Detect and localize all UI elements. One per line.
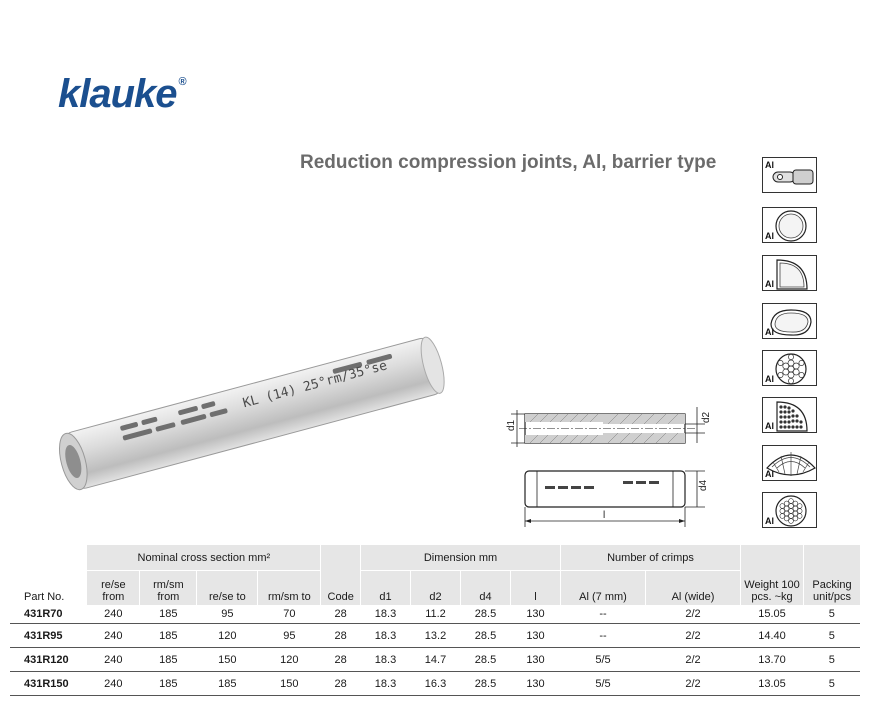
cell-rese-from: 240 — [87, 605, 140, 624]
cell-d2: 13.2 — [411, 624, 461, 648]
cell-part: 431R70 — [10, 605, 87, 624]
cell-d2: 16.3 — [411, 672, 461, 696]
fine-stranded-conductor-icon — [762, 492, 817, 528]
cell-part: 431R120 — [10, 648, 87, 672]
technical-drawing — [495, 395, 725, 535]
col-al-wide: Al (wide) — [646, 571, 741, 606]
round-solid-conductor-icon — [762, 207, 817, 243]
col-packing: Packing unit/pcs — [804, 545, 861, 605]
cell-rmsm-to: 150 — [258, 672, 321, 696]
segmented-sector-conductor-icon — [762, 445, 817, 481]
group-number-of-crimps: Number of crimps — [561, 545, 741, 571]
col-rese-to: re/se to — [197, 571, 258, 606]
cell-code: 28 — [321, 624, 361, 648]
cell-rese-to: 120 — [197, 624, 258, 648]
col-code: Code — [321, 545, 361, 605]
cell-rmsm-from: 185 — [140, 624, 197, 648]
cell-rmsm-to: 120 — [258, 648, 321, 672]
cell-part: 431R95 — [10, 624, 87, 648]
table-row — [10, 672, 860, 696]
cell-weight: 14.40 — [741, 624, 804, 648]
cell-rmsm-to: 95 — [258, 624, 321, 648]
cell-al-wide: 2/2 — [646, 648, 741, 672]
length-label: l — [603, 510, 606, 521]
group-dimension: Dimension mm — [361, 545, 561, 571]
group-nominal-cross-section: Nominal cross section mm² — [87, 545, 321, 571]
brand-name: klauke — [58, 72, 177, 116]
cell-al-7mm: 5/5 — [561, 672, 646, 696]
icon-label: Al — [765, 231, 774, 241]
sector-solid-conductor-icon — [762, 255, 817, 291]
photo-marking: KL (14) 25°rm/35°se — [241, 358, 389, 412]
d2-label: d2 — [701, 411, 712, 423]
cell-weight: 13.70 — [741, 648, 804, 672]
cell-l: 130 — [511, 624, 561, 648]
col-d4: d4 — [461, 571, 511, 606]
col-d1: d1 — [361, 571, 411, 606]
page-title: Reduction compression joints, Al, barrier type — [300, 152, 717, 173]
cell-rese-to: 185 — [197, 672, 258, 696]
registered-mark: ® — [178, 76, 186, 88]
cell-weight: 13.05 — [741, 672, 804, 696]
cell-part: 431R150 — [10, 672, 87, 696]
cell-weight: 15.05 — [741, 605, 804, 624]
cell-rese-to: 95 — [197, 605, 258, 624]
col-part-no: Part No. — [24, 591, 65, 603]
cell-packing: 5 — [804, 605, 861, 624]
icon-label: Al — [765, 327, 774, 337]
cell-d4: 28.5 — [461, 605, 511, 624]
cell-al-wide: 2/2 — [646, 624, 741, 648]
cell-l: 130 — [511, 605, 561, 624]
spec-table — [10, 545, 860, 696]
cell-packing: 5 — [804, 672, 861, 696]
d4-label: d4 — [698, 479, 709, 491]
icon-label: Al — [765, 469, 774, 479]
icon-label: Al — [765, 374, 774, 384]
cell-al-wide: 2/2 — [646, 672, 741, 696]
cell-code: 28 — [321, 648, 361, 672]
product-photo — [40, 330, 460, 495]
table-row — [10, 605, 860, 624]
col-d2: d2 — [411, 571, 461, 606]
col-weight: Weight 100 pcs. ~kg — [741, 545, 804, 605]
cell-d1: 18.3 — [361, 648, 411, 672]
col-al-7mm: Al (7 mm) — [561, 571, 646, 606]
cell-d1: 18.3 — [361, 672, 411, 696]
cell-al-7mm: -- — [561, 624, 646, 648]
table-row — [10, 624, 860, 648]
cell-d1: 18.3 — [361, 605, 411, 624]
col-rmsm-from: rm/sm from — [140, 571, 197, 606]
icon-label: Al — [765, 279, 774, 289]
cell-rese-from: 240 — [87, 672, 140, 696]
icon-label: Al — [765, 421, 774, 431]
brand-logo — [58, 72, 184, 117]
col-rmsm-to: rm/sm to — [258, 571, 321, 606]
cell-rmsm-from: 185 — [140, 648, 197, 672]
cell-l: 130 — [511, 672, 561, 696]
icon-label: Al — [765, 160, 774, 170]
cell-d1: 18.3 — [361, 624, 411, 648]
cell-packing: 5 — [804, 648, 861, 672]
cell-rese-to: 150 — [197, 648, 258, 672]
cell-d4: 28.5 — [461, 624, 511, 648]
cell-d4: 28.5 — [461, 672, 511, 696]
cell-al-7mm: 5/5 — [561, 648, 646, 672]
cell-d2: 14.7 — [411, 648, 461, 672]
cell-al-7mm: -- — [561, 605, 646, 624]
cell-rese-from: 240 — [87, 648, 140, 672]
round-stranded-conductor-icon — [762, 350, 817, 386]
sector-stranded-conductor-icon — [762, 397, 817, 433]
cell-packing: 5 — [804, 624, 861, 648]
cell-code: 28 — [321, 672, 361, 696]
table-row — [10, 648, 860, 672]
cell-rmsm-from: 185 — [140, 672, 197, 696]
cell-rese-from: 240 — [87, 624, 140, 648]
cable-lug-icon — [762, 157, 817, 193]
cell-rmsm-to: 70 — [258, 605, 321, 624]
col-rese-from: re/se from — [87, 571, 140, 606]
cell-l: 130 — [511, 648, 561, 672]
col-l: l — [511, 571, 561, 606]
cell-d4: 28.5 — [461, 648, 511, 672]
cell-rmsm-from: 185 — [140, 605, 197, 624]
cell-d2: 11.2 — [411, 605, 461, 624]
oval-solid-conductor-icon — [762, 303, 817, 339]
cell-code: 28 — [321, 605, 361, 624]
icon-label: Al — [765, 516, 774, 526]
cell-al-wide: 2/2 — [646, 605, 741, 624]
d1-label: d1 — [506, 419, 517, 431]
